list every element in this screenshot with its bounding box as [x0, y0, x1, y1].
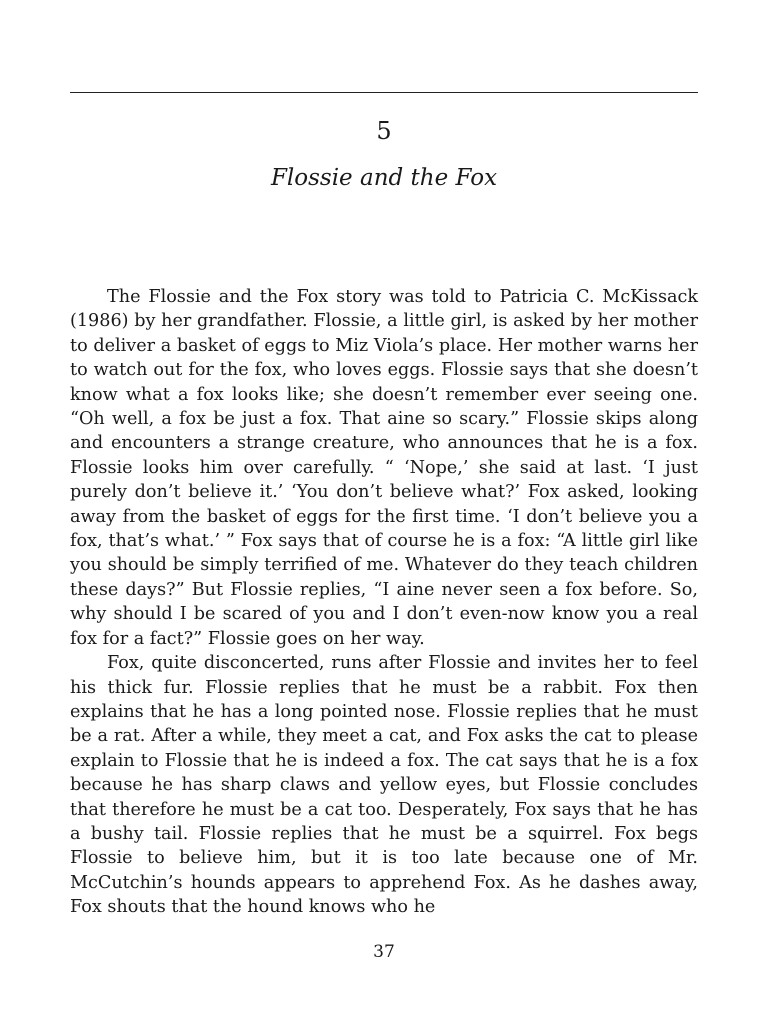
- page-number: 37: [373, 942, 395, 962]
- chapter-number: 5: [376, 117, 392, 145]
- body-text: [70, 285, 698, 920]
- chapter-title: Flossie and the Fox: [270, 165, 498, 191]
- paragraph-1: The Flossie and the Fox story was told to Patricia C. McKissack (1986) by her grandfather. Flossie, a little girl, is asked by her mother to deliver a basket of eggs to Miz Viola’s place. Her mother warns her to watch out for the fox, who loves eggs. Flossie says that she doesn’t know what a fox looks like; she doesn’t remember ever seeing one. “Oh well, a fox be just a fox. That aine so scary.” Flossie skips along and encounters a strange creature, who announces that he is a fox. Flossie looks him over carefully. “ ‘Nope,’ she said at last. ‘I just purely don’t believe it.’ ‘You don’t believe what?’ Fox asked, looking away from the basket of eggs for the first time. ‘I don’t believe you a fox, that’s what.’ ” Fox says that of course he is a fox: “A little girl like you should be simply terrified of me. Whatever do they teach children these days?” But Flossie replies, “I aine never seen a fox before. So, why should I be scared of you and I don’t even-now know you a real fox for a fact?” Flossie goes on her way.: [70, 287, 698, 649]
- paragraph-2: Fox, quite disconcerted, runs after Flossie and invites her to feel his thick fur. Flossie replies that he must be a rabbit. Fox then explains that he has a long pointed nose. Flossie replies that he must be a rat. After a while, they meet a cat, and Fox asks the cat to please explain to Flossie that he is indeed a fox. The cat says that he is a fox because he has sharp claws and yellow eyes, but Flossie concludes that therefore he must be a cat too. Desperately, Fox says that he has a bushy tail. Flossie replies that he must be a squirrel. Fox begs Flossie to believe him, but it is too late because one of Mr. McCutchin’s hounds appears to apprehend Fox. As he dashes away, Fox shouts that the hound knows who he: [70, 653, 698, 918]
- header-rule: [70, 92, 698, 93]
